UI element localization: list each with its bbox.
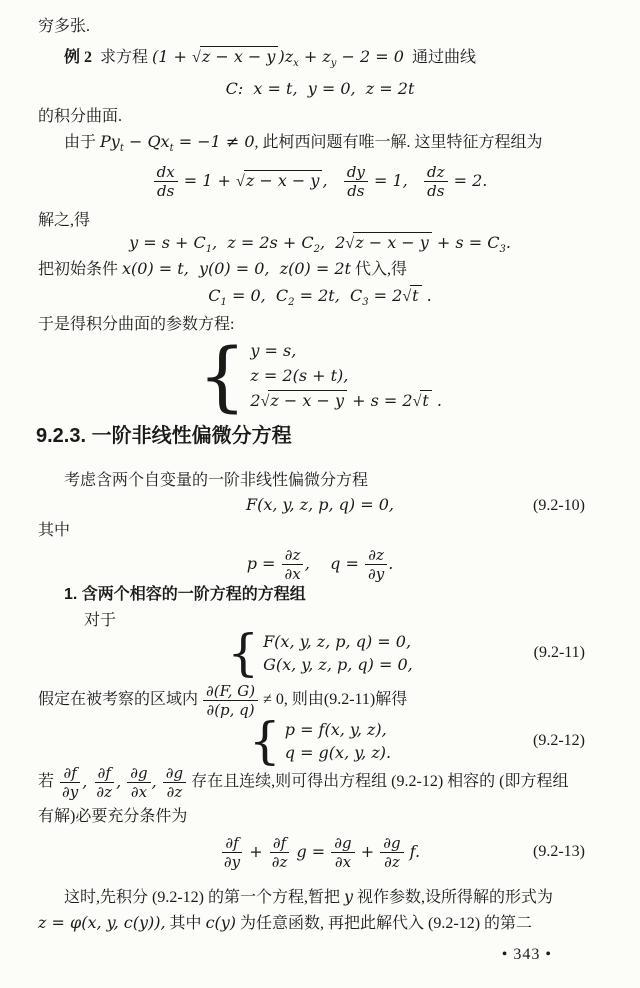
text-run: 代入,得 bbox=[350, 261, 407, 278]
fraction bbox=[282, 547, 304, 582]
sqrt-expression bbox=[402, 288, 421, 305]
fraction bbox=[365, 547, 387, 582]
math-run: f. bbox=[404, 842, 421, 861]
math-run: = −1 ≠ 0 bbox=[173, 132, 255, 151]
math-run: + z bbox=[298, 47, 331, 66]
math-run: = 2 bbox=[368, 286, 403, 305]
denominator: ∂z bbox=[271, 852, 288, 871]
equation-number: (9.2-12) bbox=[533, 732, 585, 749]
denominator: ds bbox=[427, 181, 445, 200]
numerator: ∂(F, G) bbox=[203, 683, 258, 701]
text-run: 通过曲线 bbox=[403, 49, 476, 66]
math-run: z = φ(x, y, c(y)), bbox=[38, 913, 166, 932]
solve-line bbox=[38, 210, 90, 232]
fraction bbox=[127, 765, 150, 800]
text-run: 于是得积分曲面的参数方程: bbox=[38, 316, 235, 333]
sqrt-expression bbox=[261, 393, 347, 410]
math-run: , q = bbox=[304, 554, 364, 573]
constants-line bbox=[0, 285, 640, 314]
left-brace-icon: { bbox=[198, 331, 247, 420]
equation-row: F(x, y, z, p, q) = 0, bbox=[263, 632, 412, 651]
text-run: 其中 bbox=[165, 915, 206, 932]
math-run: , bbox=[151, 772, 162, 791]
sqrt-sign: √ bbox=[260, 393, 270, 410]
fraction bbox=[93, 765, 115, 800]
condition-pre-line bbox=[38, 806, 187, 828]
math-run: . bbox=[421, 286, 432, 305]
math-run: , z = 2s + C bbox=[212, 233, 314, 252]
text-run: 若 bbox=[38, 773, 59, 790]
consider-line bbox=[64, 470, 368, 492]
subscript: x bbox=[293, 58, 299, 69]
page-number bbox=[502, 944, 552, 966]
sqrt-expression bbox=[413, 393, 432, 410]
denominator: ds bbox=[157, 181, 175, 200]
text-run: 求方程 bbox=[92, 49, 153, 66]
math-run: = 1 + bbox=[178, 171, 237, 190]
numerator: ∂g bbox=[127, 765, 150, 783]
fraction bbox=[163, 765, 186, 800]
math-run: , bbox=[322, 171, 343, 190]
math-run: . bbox=[505, 233, 511, 252]
math-run: C bbox=[208, 286, 221, 305]
sqrt-sign: √ bbox=[345, 235, 355, 252]
text-run: 其中 bbox=[38, 522, 71, 539]
denominator: ds bbox=[347, 181, 365, 200]
text-run: , 此柯西问题有唯一解. 这里特征方程组为 bbox=[254, 134, 543, 151]
math-run: = 2t, C bbox=[294, 286, 363, 305]
subscript: t bbox=[169, 143, 174, 154]
math-run: , 2 bbox=[319, 233, 346, 252]
then-line bbox=[64, 886, 553, 909]
numerator: dx bbox=[154, 164, 178, 182]
left-brace-icon: { bbox=[248, 712, 281, 770]
among-line bbox=[38, 520, 70, 542]
integral-surface-line bbox=[38, 106, 122, 128]
radicand: z − x − y bbox=[268, 390, 347, 409]
text-run: 考虑含两个自变量的一阶非线性偏微分方程 bbox=[64, 472, 369, 489]
denominator: ∂x bbox=[284, 564, 301, 583]
left-brace-icon: { bbox=[227, 624, 260, 682]
sqrt-expression bbox=[192, 49, 278, 66]
denominator: ∂y bbox=[367, 564, 385, 583]
initial-conditions-line bbox=[38, 258, 407, 281]
curve-equation bbox=[0, 78, 640, 101]
math-run: + bbox=[355, 842, 380, 861]
equation-number: (9.2-10) bbox=[533, 496, 585, 514]
page-top-fragment bbox=[38, 16, 90, 38]
math-run: , bbox=[116, 772, 127, 791]
numerator: ∂g bbox=[163, 765, 186, 783]
section-heading bbox=[36, 425, 292, 447]
numerator: ∂f bbox=[222, 835, 241, 853]
math-run: − 2 = 0 bbox=[336, 47, 404, 66]
radicand: z − x − y bbox=[200, 46, 279, 65]
equation-rows bbox=[285, 718, 391, 764]
numerator: ∂g bbox=[380, 835, 403, 853]
subscript: 3 bbox=[499, 244, 506, 255]
pq-definition bbox=[0, 546, 640, 582]
numerator: dz bbox=[424, 164, 448, 182]
math-run: x(0) = t, y(0) = 0, z(0) = 2t bbox=[122, 259, 351, 278]
fraction bbox=[380, 835, 403, 870]
math-run: . bbox=[388, 554, 394, 573]
equation-system-9-2-11 bbox=[0, 624, 640, 682]
math-run: (1 + bbox=[152, 47, 193, 66]
math-run: c(y) bbox=[205, 913, 237, 932]
text-run: 的积分曲面. bbox=[38, 108, 123, 125]
subscript: 1 bbox=[205, 244, 213, 255]
text-run: ≠ 0, 则由(9.2-11)解得 bbox=[259, 691, 408, 708]
text-run: 这时,先积分 (9.2-12) 的第一个方程,暂把 bbox=[64, 889, 344, 906]
sqrt-sign: √ bbox=[192, 49, 201, 66]
fraction bbox=[154, 164, 178, 199]
math-run: = 2. bbox=[448, 171, 488, 190]
text-run: 穷多张. bbox=[38, 18, 91, 35]
sqrt-expression bbox=[345, 235, 431, 252]
item-1-heading bbox=[64, 584, 306, 606]
text-run: 假定在被考察的区域内 bbox=[38, 691, 203, 708]
text-run: 存在且连续,则可得出方程组 (9.2-12) 相容的 (即方程组 bbox=[187, 773, 569, 790]
math-run: y bbox=[344, 887, 354, 906]
text-run: 对于 bbox=[84, 612, 117, 629]
cauchy-uniqueness-line bbox=[64, 131, 543, 160]
example2-label: 例 2 bbox=[64, 49, 93, 66]
numerator: ∂f bbox=[60, 765, 79, 783]
assume-line bbox=[38, 682, 407, 718]
denominator: ∂y bbox=[223, 852, 241, 871]
text-run: 有解)必要充分条件为 bbox=[38, 808, 188, 825]
math-run: = 1, bbox=[368, 171, 423, 190]
math-run: + s = 2 bbox=[347, 391, 413, 410]
section-title: 9.2.3. 一阶非线性偏微分方程 bbox=[36, 425, 292, 447]
equation-number: (9.2-13) bbox=[533, 843, 585, 860]
math-run: − Qx bbox=[123, 132, 170, 151]
fraction bbox=[269, 835, 291, 870]
equation-9-2-10 bbox=[0, 494, 640, 517]
math-run: + bbox=[244, 842, 268, 861]
math-run: , bbox=[82, 772, 93, 791]
text-run: 解之,得 bbox=[38, 212, 91, 229]
math-run: g = bbox=[291, 842, 331, 861]
sqrt-sign: √ bbox=[412, 393, 422, 410]
general-solution bbox=[0, 232, 640, 261]
fraction bbox=[331, 835, 354, 870]
numerator: ∂f bbox=[95, 765, 114, 783]
equation-row: G(x, y, z, p, q) = 0, bbox=[263, 655, 413, 674]
characteristic-equations bbox=[0, 163, 640, 199]
equation-row: q = g(x, y, z). bbox=[284, 743, 392, 762]
numerator: ∂z bbox=[365, 547, 387, 565]
radicand: z − x − y bbox=[244, 170, 323, 189]
fraction bbox=[424, 164, 448, 199]
subscript: 2 bbox=[288, 297, 295, 308]
text-run: 为任意函数, 再把此解代入 (9.2-12) 的第二 bbox=[236, 915, 533, 932]
denominator: ∂z bbox=[96, 782, 113, 801]
text-run: 由于 bbox=[64, 134, 101, 151]
subscript: 3 bbox=[362, 297, 369, 308]
subscript: 2 bbox=[313, 244, 320, 255]
math-run: 2 bbox=[250, 391, 261, 410]
equation-number: (9.2-11) bbox=[533, 644, 585, 661]
sqrt-expression bbox=[236, 170, 322, 193]
denominator: ∂z bbox=[384, 852, 400, 871]
subscript: y bbox=[330, 58, 337, 69]
example2-statement bbox=[64, 46, 476, 75]
equation-row bbox=[250, 388, 442, 414]
math-run: . bbox=[431, 391, 442, 410]
equation-system-9-2-12 bbox=[0, 712, 640, 770]
page-number-text: • 343 • bbox=[501, 946, 552, 963]
denominator: ∂(p, q) bbox=[206, 700, 255, 719]
denominator: ∂y bbox=[62, 782, 79, 801]
math-run: = 0, C bbox=[226, 286, 289, 305]
denominator: ∂x bbox=[334, 852, 352, 871]
math-run: F(x, y, z, p, q) = 0, bbox=[246, 495, 394, 514]
fraction bbox=[221, 835, 243, 870]
item-title: 1. 含两个相容的一阶方程的方程组 bbox=[64, 586, 306, 603]
parametric-system bbox=[0, 331, 640, 420]
radicand: t bbox=[410, 285, 421, 304]
equation-rows bbox=[250, 338, 442, 414]
math-run: )z bbox=[278, 47, 294, 66]
fraction bbox=[59, 765, 81, 800]
denominator: ∂z bbox=[166, 782, 183, 801]
numerator: ∂z bbox=[282, 547, 304, 565]
solution-form-line bbox=[38, 912, 532, 935]
subscript: 1 bbox=[220, 297, 227, 308]
equation-row: y = s, bbox=[250, 341, 297, 360]
math-run: Py bbox=[100, 132, 120, 151]
denominator: ∂x bbox=[130, 782, 148, 801]
radicand: t bbox=[420, 390, 431, 409]
text-run: 视作参数,设所得解的形式为 bbox=[353, 889, 554, 906]
numerator: dy bbox=[344, 164, 368, 182]
equation-row: p = f(x, y, z), bbox=[284, 720, 387, 739]
subscript: t bbox=[119, 143, 124, 154]
math-run: C: x = t, y = 0, z = 2t bbox=[225, 79, 415, 98]
math-run: + s = C bbox=[431, 233, 500, 252]
math-run: y = s + C bbox=[129, 233, 206, 252]
numerator: ∂g bbox=[331, 835, 354, 853]
equation-9-2-13 bbox=[0, 834, 640, 870]
sqrt-sign: √ bbox=[402, 288, 412, 305]
text-run: 把初始条件 bbox=[38, 261, 123, 278]
math-run: p = bbox=[246, 554, 281, 573]
equation-row: z = 2(s + t), bbox=[250, 366, 349, 385]
equation-rows bbox=[263, 630, 413, 676]
sqrt-sign: √ bbox=[236, 172, 245, 190]
fraction bbox=[344, 164, 368, 199]
radicand: z − x − y bbox=[353, 232, 432, 251]
numerator: ∂f bbox=[270, 835, 289, 853]
continuity-condition-line bbox=[38, 764, 568, 800]
